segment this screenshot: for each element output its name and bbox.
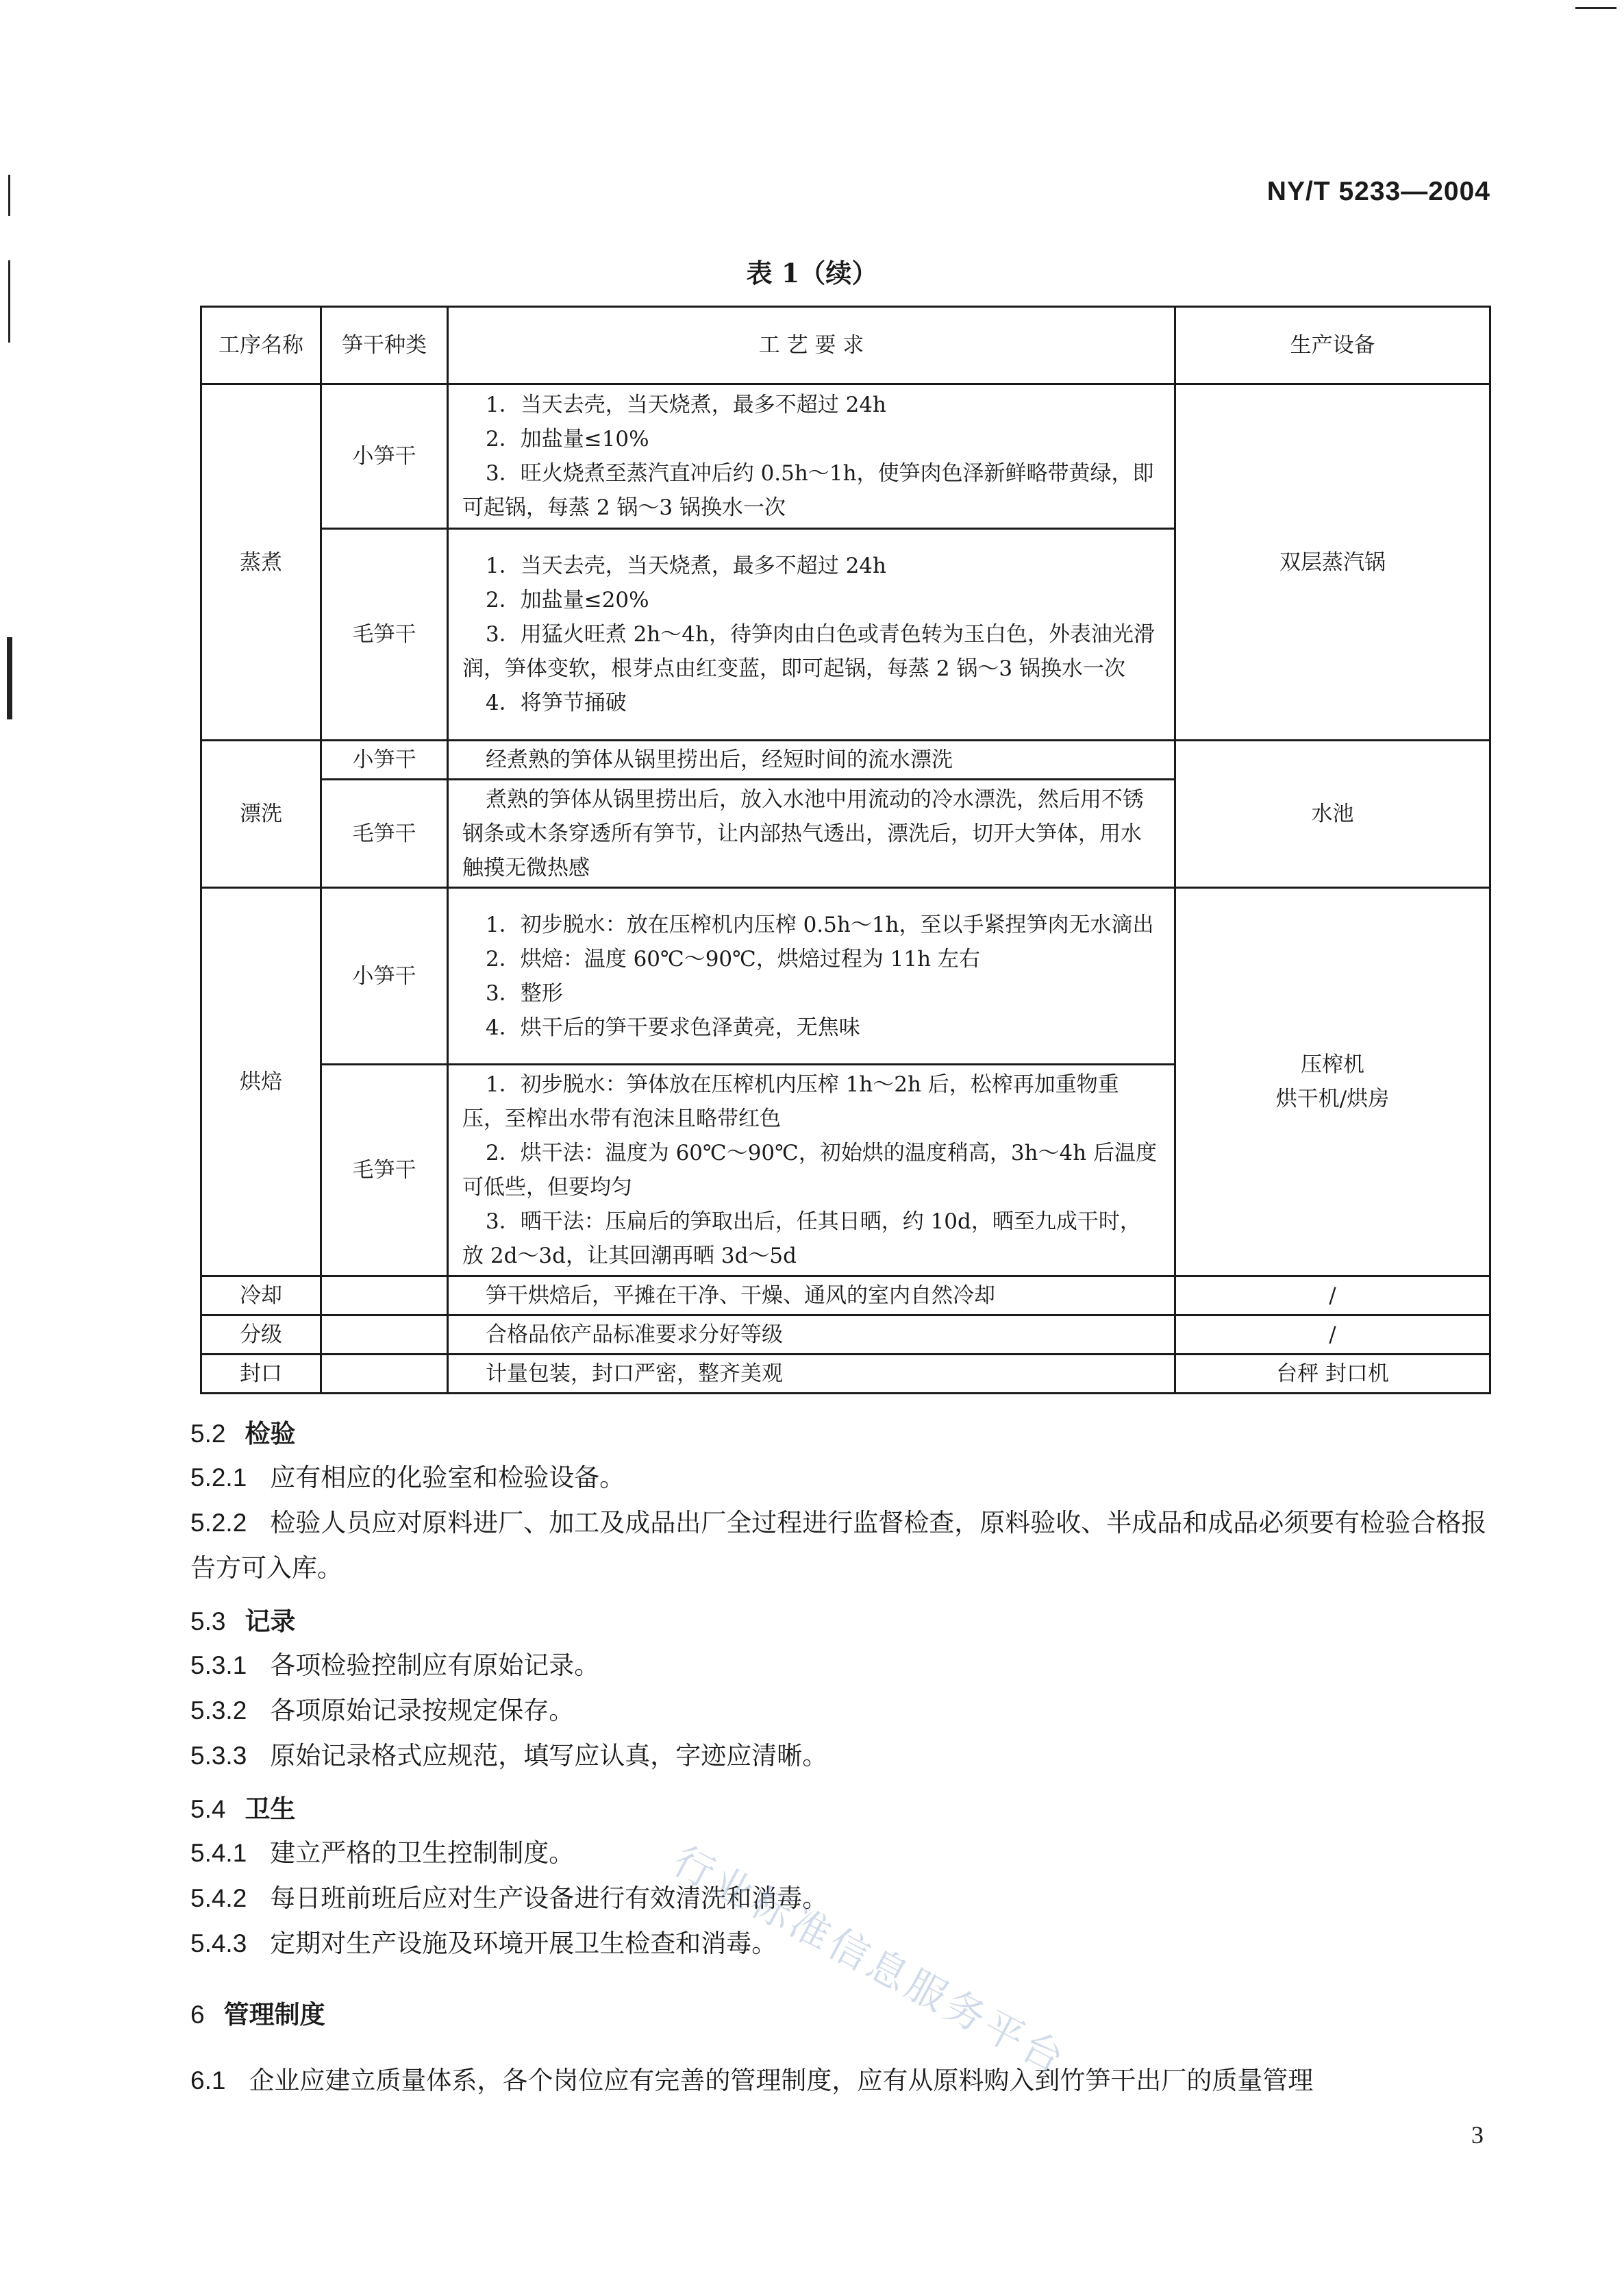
requirement-item: 煮熟的笋体从锅里捞出后，放入水池中用流动的冷水漂洗，然后用不锈钢条或木条穿透所有笋节，让内部热气透出，漂洗后，切开大笋体，用水触摸无微热感	[462, 787, 1144, 880]
requirement-item: 1．初步脱水：笋体放在压榨机内压榨 1h～2h 后，松榨再加重物重压，至榨出水带有泡沫且略带红色	[462, 1072, 1119, 1131]
process-name: 封口	[201, 1355, 321, 1394]
equipment-line: 烘干机/烘房	[1275, 1087, 1390, 1111]
requirement-cell	[448, 1276, 1175, 1315]
table-row	[201, 1276, 1490, 1315]
bamboo-type-empty	[321, 1315, 448, 1355]
clause-5-4-3: 5.4.3 定期对生产设施及环境开展卫生检查和消毒。	[190, 1929, 777, 1958]
requirement-item: 经煮熟的笋体从锅里捞出后，经短时间的流水漂洗	[486, 747, 953, 772]
table-row	[201, 888, 1490, 1065]
bamboo-type-empty	[321, 1355, 448, 1394]
scan-mark-left-3	[7, 637, 12, 719]
equipment-cell	[1175, 888, 1490, 1276]
bamboo-type: 小笋干	[321, 384, 448, 529]
requirement-item: 计量包装，封口严密，整齐美观	[486, 1361, 783, 1386]
requirement-item: 2．加盐量≤20%	[486, 588, 649, 613]
process-name: 漂洗	[201, 741, 321, 888]
process-name: 分级	[201, 1315, 321, 1355]
clause-5-3-1: 5.3.1 各项检验控制应有原始记录。	[190, 1651, 600, 1680]
requirement-item: 2．烘焙：温度 60℃～90℃，烘焙过程为 11h 左右	[486, 946, 980, 972]
requirement-cell	[448, 1065, 1175, 1276]
clause-5-3-2: 5.3.2 各项原始记录按规定保存。	[190, 1696, 575, 1725]
scan-mark-left-1	[8, 175, 10, 216]
table-row	[201, 741, 1490, 780]
equipment-cell: 双层蒸汽锅	[1175, 384, 1490, 741]
requirement-item: 3．晒干法：压扁后的笋取出后，任其日晒，约 10d，晒至九成干时，放 2d～3d，让其回潮再晒 3d～5d	[462, 1209, 1141, 1268]
col-header-process: 工序名称	[201, 307, 321, 384]
requirement-cell	[448, 1315, 1175, 1355]
equipment-cell: /	[1175, 1315, 1490, 1355]
requirement-item: 2．烘干法：温度为 60℃～90℃，初始烘的温度稍高，3h～4h 后温度可低些，但要均匀	[462, 1141, 1158, 1200]
standard-code: NY/T 5233—2004	[1266, 177, 1490, 206]
requirement-item: 1．当天去壳，当天烧煮，最多不超过 24h	[486, 554, 886, 578]
requirement-cell	[448, 780, 1175, 888]
requirement-item: 3．整形	[486, 980, 563, 1006]
section-heading-5-2: 5.2 检验	[190, 1418, 296, 1448]
process-name: 冷却	[201, 1276, 321, 1315]
process-name: 蒸煮	[201, 384, 321, 741]
bamboo-type-empty	[321, 1276, 448, 1315]
requirement-item: 1．初步脱水：放在压榨机内压榨 0.5h～1h，至以手紧捏笋肉无水滴出	[486, 912, 1154, 937]
bamboo-type: 毛笋干	[321, 1065, 448, 1276]
clause-5-4-1: 5.4.1 建立严格的卫生控制制度。	[190, 1838, 575, 1868]
clause-5-2-2: 5.2.2 检验人员应对原料进厂、加工及成品出厂全过程进行监督检查，原料验收、半成品和成品必须要有检验合格报告方可入库。	[190, 1508, 1487, 1583]
process-name: 烘焙	[201, 888, 321, 1276]
table-title: 表 1（续）	[746, 258, 878, 288]
requirement-item: 1．当天去壳，当天烧煮，最多不超过 24h	[486, 393, 886, 417]
requirement-item: 4．烘干后的笋干要求色泽黄亮，无焦味	[486, 1015, 860, 1040]
requirement-cell	[448, 741, 1175, 780]
requirement-item: 3．旺火烧煮至蒸汽直冲后约 0.5h～1h，使笋肉色泽新鲜略带黄绿，即可起锅，每蒸 2 锅～3 锅换水一次	[462, 461, 1154, 520]
table-header-row	[201, 307, 1490, 384]
col-header-equipment: 生产设备	[1175, 307, 1490, 384]
bamboo-type: 毛笋干	[321, 780, 448, 888]
equipment-line: 压榨机	[1301, 1052, 1364, 1077]
section-heading-6: 6 管理制度	[190, 1999, 325, 2029]
equipment-cell: 水池	[1175, 741, 1490, 888]
col-header-type: 笋干种类	[321, 307, 448, 384]
requirement-cell	[448, 529, 1175, 741]
equipment-cell: /	[1175, 1276, 1490, 1315]
col-header-requirements: 工 艺 要 求	[448, 307, 1175, 384]
bamboo-type: 毛笋干	[321, 529, 448, 741]
table-row	[201, 1315, 1490, 1355]
requirement-cell	[448, 1355, 1175, 1394]
clause-5-3-3: 5.3.3 原始记录格式应规范，填写应认真，字迹应清晰。	[190, 1741, 828, 1770]
process-table	[200, 306, 1491, 1394]
bamboo-type: 小笋干	[321, 741, 448, 780]
scan-mark-top-right	[1575, 7, 1616, 9]
requirement-item: 3．用猛火旺煮 2h～4h，待笋肉由白色或青色转为玉白色，外表油光滑润，笋体变软，根芽点由红变蓝，即可起锅，每蒸 2 锅～3 锅换水一次	[462, 622, 1155, 681]
requirement-cell	[448, 888, 1175, 1065]
clause-5-4-2: 5.4.2 每日班前班后应对生产设备进行有效清洗和消毒。	[190, 1883, 828, 1913]
equipment-cell: 台秤 封口机	[1175, 1355, 1490, 1394]
requirement-item: 2．加盐量≤10%	[486, 427, 649, 452]
clause-6-1: 6.1 企业应建立质量体系，各个岗位应有完善的管理制度，应有从原料购入到竹笋干出厂的质量管理	[190, 2066, 1314, 2095]
table-row	[201, 384, 1490, 529]
requirement-item: 4．将笋节捅破	[486, 691, 627, 715]
bamboo-type: 小笋干	[321, 888, 448, 1065]
watermark: 行业标准信息服务平台	[665, 1837, 1075, 2084]
requirement-cell	[448, 384, 1175, 529]
table-row	[201, 1355, 1490, 1394]
clause-5-2-1: 5.2.1 应有相应的化验室和检验设备。	[190, 1463, 625, 1492]
section-heading-5-3: 5.3 记录	[190, 1606, 296, 1636]
requirement-item: 合格品依产品标准要求分好等级	[486, 1322, 783, 1347]
requirement-item: 笋干烘焙后，平摊在干净、干燥、通风的室内自然冷却	[486, 1283, 995, 1308]
section-heading-5-4: 5.4 卫生	[190, 1794, 296, 1824]
page-number: 3	[1471, 2121, 1484, 2149]
